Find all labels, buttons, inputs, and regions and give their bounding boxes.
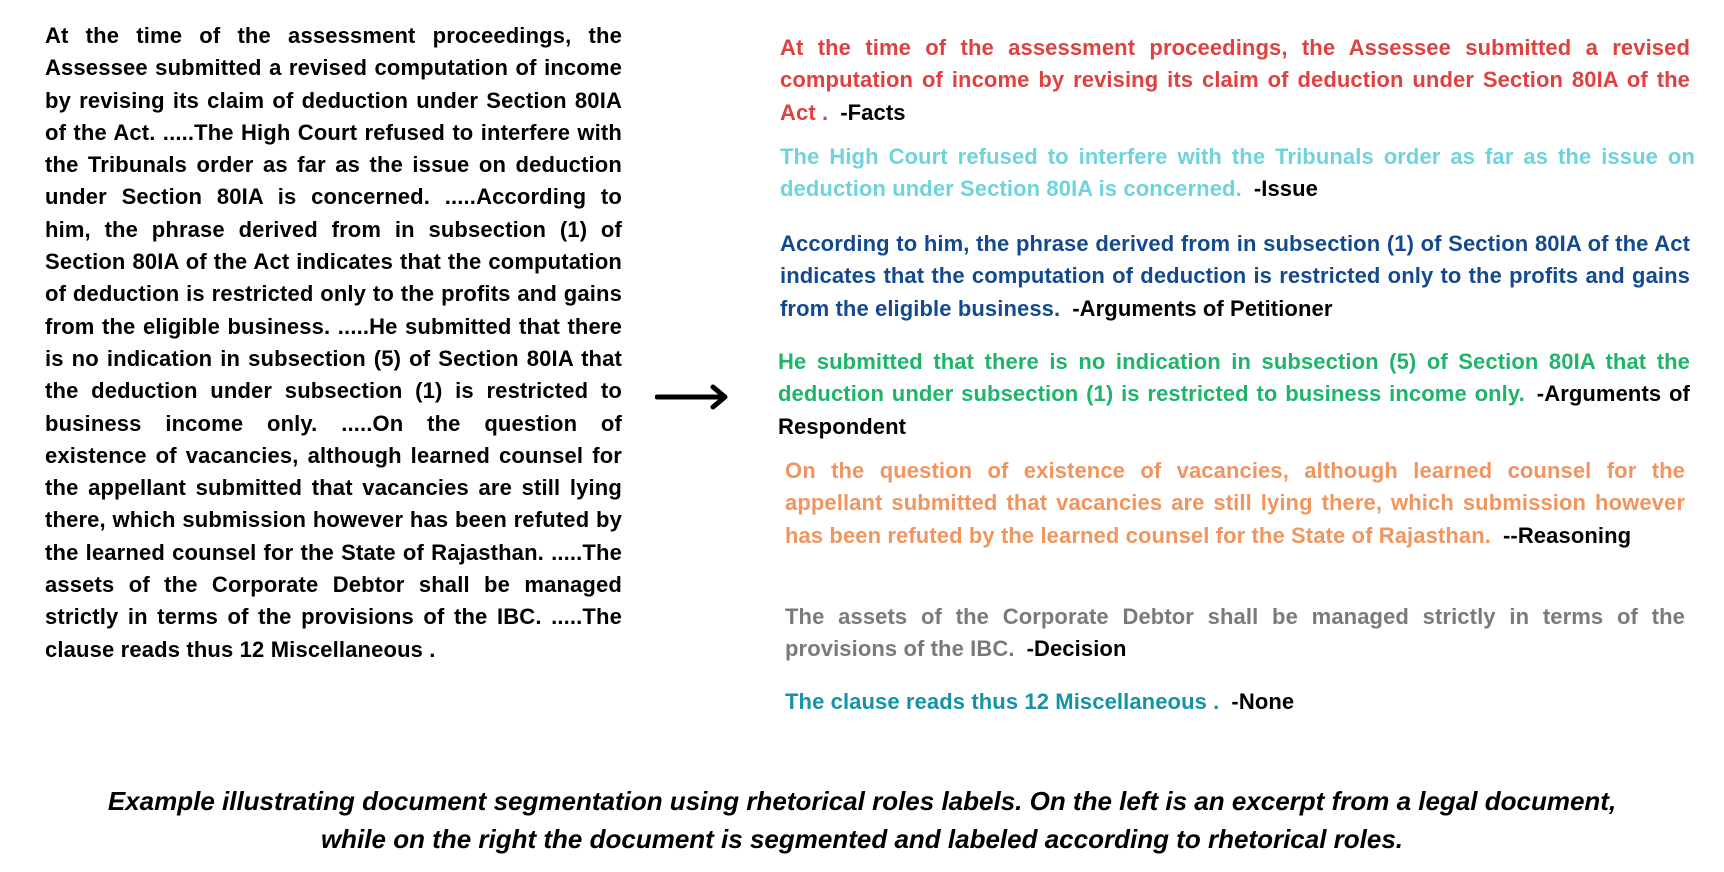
figure-caption: Example illustrating document segmentation using rhetorical roles labels. On the left is an excerpt from a legal document, while on the right the document is segmented and labeled according to rhetorical roles.: [107, 786, 1617, 854]
segment-facts-text: At the time of the assessment proceedings, the Assessee submitted a revised computation of income by revising its claim of deduction under Section 80IA of the Act .: [780, 35, 1690, 125]
segment-reasoning-text: On the question of existence of vacancies, although learned counsel for the appellant submitted that vacancies are still lying there, which submission however has been refuted by the learned counsel for the State of Rajasthan.: [785, 458, 1685, 548]
segment-reasoning: [785, 455, 1685, 552]
segment-arguments-respondent-label: -Arguments of Respondent: [778, 381, 1690, 439]
right-arrow-icon: [655, 383, 735, 411]
segment-none-text: The clause reads thus 12 Miscellaneous .: [785, 689, 1220, 714]
segment-arguments-petitioner-label: -Arguments of Petitioner: [1072, 295, 1333, 321]
segment-none-label: -None: [1231, 689, 1295, 714]
segment-decision: [785, 601, 1685, 666]
segment-facts-label: -Facts: [840, 99, 906, 125]
segment-decision-label: -Decision: [1026, 636, 1127, 662]
segment-reasoning-label: --Reasoning: [1502, 522, 1632, 548]
segment-none: [785, 686, 1685, 718]
segment-decision-text: The assets of the Corporate Debtor shall be managed strictly in terms of the provisions of the IBC.: [785, 604, 1685, 662]
segment-issue-label: -Issue: [1253, 176, 1318, 202]
segment-arguments-respondent-text: He submitted that there is no indication in subsection (5) of Section 80IA that the deduction under subsection (1) is restricted to business income only.: [778, 349, 1690, 407]
segment-arguments-respondent: [778, 346, 1690, 443]
segment-issue: [780, 141, 1695, 206]
segment-issue-text: The High Court refused to interfere with the Tribunals order as far as the issue on deduction under Section 80IA is concerned.: [780, 144, 1695, 202]
segment-facts: [780, 32, 1690, 129]
segment-arguments-petitioner: [780, 228, 1690, 325]
segment-arguments-petitioner-text: According to him, the phrase derived from in subsection (1) of Section 80IA of the Act indicates that the computation of deduction is restricted only to the profits and gains from the eligible business.: [780, 231, 1690, 321]
legal-document-excerpt: At the time of the assessment proceedings, the Assessee submitted a revised computation of income by revising its claim of deduction under Section 80IA of the Act. .....The High Court refused to interfere with the Tribunals order as far as the issue on deduction under Section 80IA is concerned. .....According to him, the phrase derived from in subsection (1) of Section 80IA of the Act indicates that the computation of deduction is restricted only to the profits and gains from the eligible business. .....He submitted that there is no indication in subsection (5) of Section 80IA that the deduction under subsection (1) is restricted to business income only. .....On the question of existence of vacancies, although learned counsel for the appellant submitted that vacancies are still lying there, which submission however has been refuted by the learned counsel for the State of Rajasthan. .....The assets of the Corporate Debtor shall be managed strictly in terms of the provisions of the IBC. .....The clause reads thus 12 Miscellaneous .: [45, 23, 622, 662]
